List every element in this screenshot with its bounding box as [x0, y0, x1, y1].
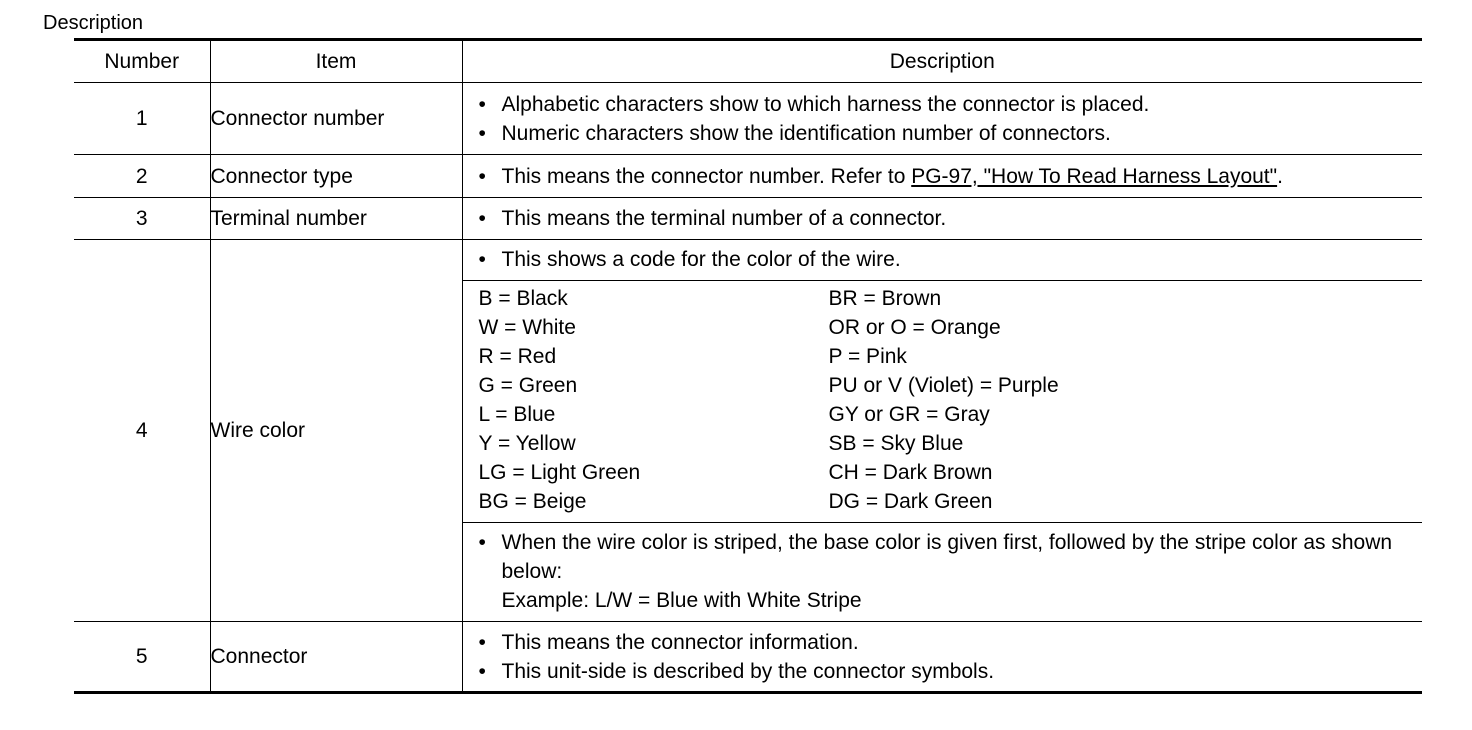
row-item: Terminal number — [210, 198, 462, 240]
row-item: Connector — [210, 622, 462, 693]
bullet-icon: • — [478, 92, 486, 116]
bullet-text: When the wire color is striped, the base color is given first, followed by the stripe color as shown below: — [501, 531, 1393, 583]
list-item — [479, 119, 1415, 148]
header-number: Number — [74, 40, 210, 83]
bullet-text: This means the connector number. Refer to — [501, 164, 912, 188]
list-item — [479, 245, 1415, 274]
row-description — [462, 198, 1422, 240]
section-caption: Description — [43, 12, 144, 34]
row-number: 2 — [74, 155, 210, 198]
color-code: G = Green — [478, 374, 578, 397]
color-code: B = Black — [478, 287, 568, 310]
color-code: BR = Brown — [828, 287, 942, 310]
color-code: P = Pink — [828, 345, 907, 368]
color-code: SB = Sky Blue — [828, 432, 964, 455]
bullet-icon: • — [478, 207, 486, 230]
bullet-text: This unit-side is described by the connector symbols. — [501, 659, 995, 683]
color-code: LG = Light Green — [478, 461, 641, 484]
table-row — [74, 155, 1422, 198]
description-table — [74, 38, 1422, 694]
list-item — [479, 628, 1415, 657]
color-code: PU or V (Violet) = Purple — [828, 374, 1059, 397]
row-description — [462, 83, 1422, 155]
wire-color-codes — [463, 280, 1423, 522]
bullet-icon: • — [478, 248, 486, 271]
table-row — [74, 83, 1422, 155]
row-number: 1 — [74, 83, 210, 155]
header-item: Item — [210, 40, 462, 83]
color-code: Y = Yellow — [478, 432, 576, 455]
list-item — [479, 204, 1415, 233]
list-item — [479, 528, 1415, 615]
wire-color-intro — [463, 240, 1423, 280]
table-header-row — [74, 40, 1422, 83]
color-code: OR or O = Orange — [828, 316, 1001, 339]
table-row — [74, 622, 1422, 693]
row-number: 5 — [74, 622, 210, 693]
bullet-text: This means the connector information. — [501, 630, 859, 654]
bullet-icon: • — [478, 659, 486, 683]
wire-color-stripe — [463, 522, 1423, 621]
bullet-text: Numeric characters show the identification number of connectors. — [501, 121, 1111, 145]
table-row — [74, 240, 1422, 622]
color-code: BG = Beige — [478, 490, 587, 513]
row-item: Connector type — [210, 155, 462, 198]
color-code: CH = Dark Brown — [828, 461, 993, 484]
row-item: Connector number — [210, 83, 462, 155]
row-item: Wire color — [210, 240, 462, 622]
stripe-example: Example: L/W = Blue with White Stripe — [501, 589, 862, 612]
row-description — [462, 240, 1422, 622]
color-code: R = Red — [478, 345, 557, 368]
row-description — [462, 155, 1422, 198]
list-item — [479, 657, 1415, 686]
list-item — [479, 90, 1415, 119]
list-item — [479, 162, 1415, 191]
bullet-icon: • — [478, 121, 486, 145]
color-code: DG = Dark Green — [828, 490, 993, 513]
bullet-icon: • — [478, 630, 486, 654]
row-number: 3 — [74, 198, 210, 240]
color-code: L = Blue — [478, 403, 556, 426]
table-row — [74, 198, 1422, 240]
header-description: Description — [462, 40, 1422, 83]
bullet-text: This shows a code for the color of the wire. — [501, 248, 901, 271]
bullet-text-suffix: . — [1277, 164, 1283, 188]
row-number: 4 — [74, 240, 210, 622]
row-description — [462, 622, 1422, 693]
color-code: GY or GR = Gray — [828, 403, 990, 426]
bullet-text: Alphabetic characters show to which harness the connector is placed. — [501, 92, 1150, 116]
color-code: W = White — [478, 316, 576, 339]
harness-layout-link[interactable]: PG-97, "How To Read Harness Layout" — [911, 164, 1278, 188]
bullet-icon: • — [478, 164, 486, 188]
bullet-text: This means the terminal number of a connector. — [501, 207, 947, 230]
bullet-icon: • — [478, 531, 486, 554]
